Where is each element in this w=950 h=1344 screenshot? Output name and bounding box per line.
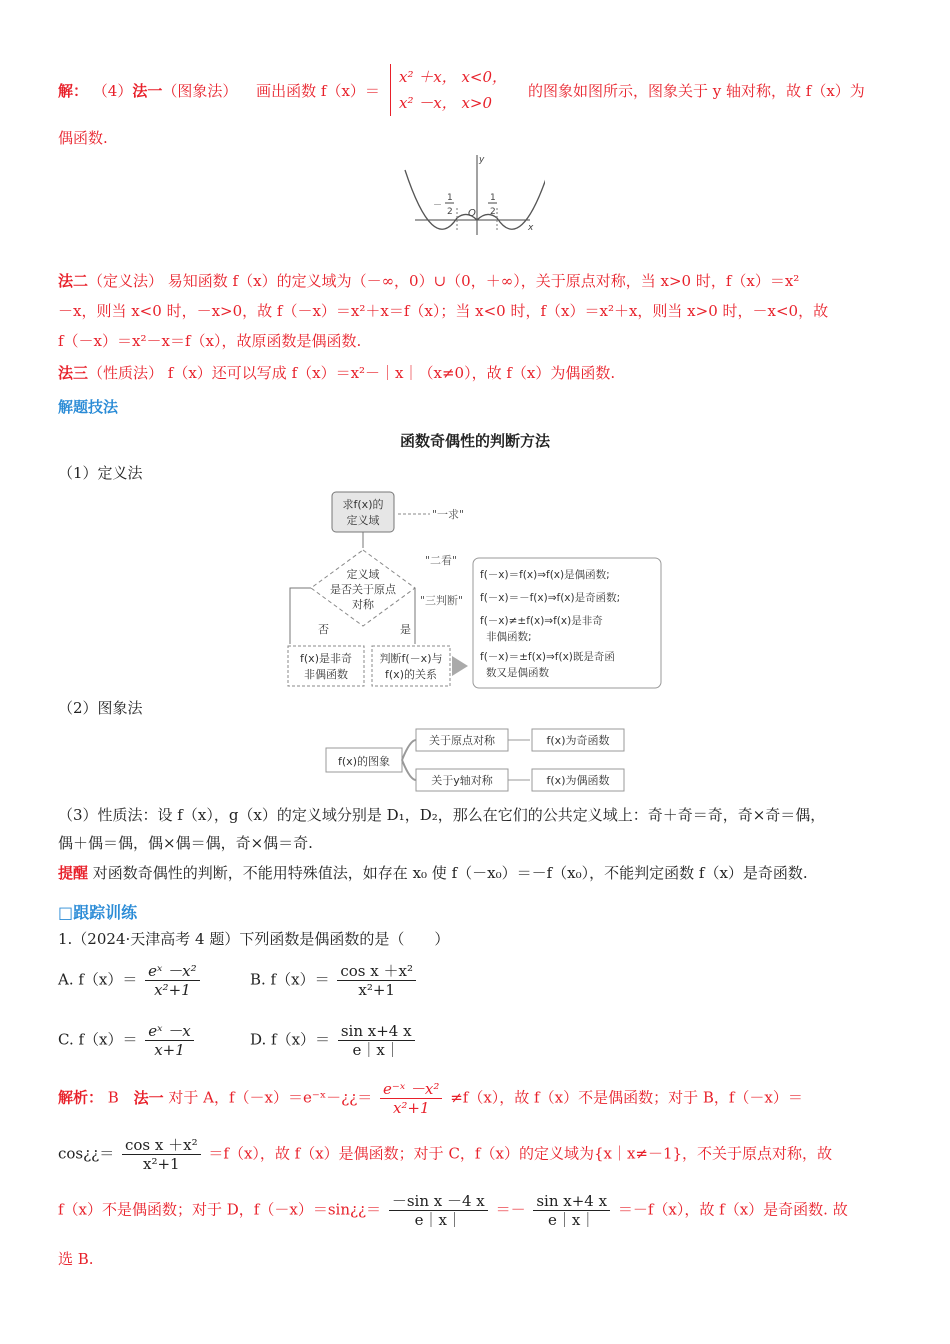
reminder-label: 提醒 (58, 864, 89, 882)
flow-result-line1: f(x)是非奇 (300, 652, 352, 665)
graph-a-label: 关于原点对称 (429, 734, 495, 747)
graph-br-label: f(x)为偶函数 (546, 774, 610, 787)
analysis-l3b: ＝－ (495, 1200, 526, 1219)
option-D (250, 1022, 892, 1062)
section1-label: （1）定义法 (58, 464, 143, 482)
section2-label: （2）图象法 (58, 699, 143, 717)
method3-text: （性质法） f（x）还可以写成 f（x）＝x²－｜x｜（x≠0），故 f（x）为偶函数. (88, 364, 616, 382)
y-label: y (479, 155, 485, 165)
analysis-l3-num: －sin x －4 x (389, 1192, 488, 1211)
flow-box1-line2: 定义域 (346, 514, 380, 527)
analysis-l3c: ＝－f（x），故 f（x）是奇函数. 故 (617, 1200, 848, 1219)
option-C-num: eˣ －x (145, 1022, 193, 1041)
flow-note3: "三判断" (420, 594, 464, 607)
piece-case2: x² －x， x>0 (399, 94, 493, 112)
analysis-l1a: 对于 A，f（－x）＝e⁻ˣ－¿¿＝ (168, 1088, 373, 1107)
tips-title: 解题技法 (58, 398, 119, 416)
analysis-l1-num: e⁻ˣ －x² (380, 1080, 442, 1099)
frac-num-right: 1 (490, 193, 496, 203)
part-number: （4） (92, 82, 133, 100)
analysis-line4: 选 B. (58, 1250, 94, 1268)
reminder-text: 对函数奇偶性的判断，不能用特殊值法，如存在 x₀ 使 f（－x₀）＝－f（x₀），不能判定函数 f（x）是奇函数. (92, 864, 808, 882)
parabola-graph (395, 150, 545, 240)
rule3-line2: 非偶函数; (486, 631, 532, 643)
rule1: f(－x)＝f(x)⇒f(x)是偶函数; (480, 569, 610, 581)
training-title: □跟踪训练 (58, 903, 138, 922)
method2-label: 法二 (58, 272, 89, 290)
graph-brace (402, 740, 416, 780)
option-B-num: cos x ＋x² (337, 962, 416, 981)
analysis-line2 (58, 1136, 892, 1178)
origin-label: O (468, 208, 476, 219)
method2-text1: （定义法） 易知函数 f（x）的定义域为（－∞，0）∪（0，＋∞），关于原点对称，当 x>0 时，f（x）＝x² (88, 272, 800, 290)
neg-sign: － (433, 201, 443, 211)
piecewise-function (390, 64, 519, 116)
option-C-den: x+1 (154, 1041, 185, 1059)
option-D-num: sin x+4 x (338, 1022, 415, 1041)
option-B (250, 962, 892, 1002)
analysis-l3-den: e｜x｜ (414, 1211, 462, 1229)
method3-line (58, 362, 892, 384)
definition-flowchart (280, 488, 670, 693)
analysis-method: 法一 (133, 1088, 164, 1107)
flow-yes-label: 是 (400, 623, 411, 636)
analysis-l2-num: cos x ＋x² (122, 1136, 201, 1155)
analysis-l2a: cos¿¿＝ (58, 1144, 115, 1163)
decision-line2: 是否关于原点 (330, 583, 396, 596)
rule2: f(－x)＝－f(x)⇒f(x)是奇函数; (480, 592, 621, 604)
sol4-text3: 偶函数. (58, 129, 108, 147)
sol4-text1: 画出函数 f（x）＝ (256, 82, 380, 100)
option-A-prefix: A. f（x）＝ (58, 970, 138, 989)
section3-line2: 偶＋偶＝偶，偶×偶＝偶，奇×偶＝奇. (58, 834, 313, 852)
analysis-answer: B (107, 1088, 119, 1107)
graph-ar-label: f(x)为奇函数 (546, 734, 610, 747)
x-label: x (528, 223, 534, 233)
piece-case1: x² ＋x， x<0， (399, 68, 508, 86)
sol-label: 解： (58, 82, 89, 100)
method3-label: 法三 (58, 364, 89, 382)
flow-box1-line1: 求f(x)的 (342, 498, 384, 511)
flow-arrow-right (452, 656, 468, 676)
rule4-line2: 数又是偶函数 (486, 667, 549, 679)
tips-subtitle: 函数奇偶性的判断方法 (399, 432, 550, 450)
analysis-l2b: ＝f（x），故 f（x）是偶函数；对于 C，f（x）的定义域为{x｜x≠－1}，不关于原点对称，故 (208, 1144, 833, 1163)
analysis-l1-den: x²+1 (392, 1099, 430, 1117)
option-D-den: e｜x｜ (352, 1041, 400, 1059)
method2-line1 (58, 270, 892, 292)
analysis-l3a: f（x）不是偶函数；对于 D，f（－x）＝sin¿¿＝ (58, 1200, 382, 1219)
flow-result-line2: 非偶函数 (304, 668, 348, 681)
reminder-line (58, 862, 892, 884)
method2-text2: －x，则当 x<0 时，－x>0，故 f（－x）＝x²＋x＝f（x）；当 x<0 时，f（x）＝x²＋x，则当 x>0 时，－x<0，故 (58, 302, 829, 320)
flow-judge-line1: 判断f(－x)与 (379, 652, 443, 665)
frac-den-left: 2 (447, 207, 453, 217)
flow-no-label: 否 (318, 623, 329, 636)
analysis-label: 解析： (58, 1088, 104, 1107)
decision-line3: 对称 (352, 598, 374, 611)
method1-label: 法一 (132, 82, 163, 100)
sol4-text2: 的图象如图所示，图象关于 y 轴对称，故 f（x）为 (528, 82, 865, 100)
analysis-l3-num2: sin x+4 x (533, 1192, 610, 1211)
analysis-l1b: ≠f（x），故 f（x）不是偶函数；对于 B，f（－x）＝ (450, 1088, 803, 1107)
rule4-line1: f(－x)＝±f(x)⇒f(x)既是奇函 (480, 651, 615, 663)
graph-method-diagram (322, 725, 632, 795)
frac-num-left: 1 (447, 193, 453, 203)
analysis-line1 (58, 1080, 892, 1122)
analysis-l3-den2: e｜x｜ (548, 1211, 596, 1229)
frac-den-right: 2 (490, 207, 496, 217)
flow-note1: "一求" (432, 508, 465, 521)
option-A-den: x²+1 (154, 981, 191, 999)
question-text: 1.（2024·天津高考 4 题）下列函数是偶函数的是（ ） (58, 930, 450, 948)
decision-line1: 定义域 (346, 568, 380, 581)
flow-no-branch (290, 588, 311, 644)
option-C-prefix: C. f（x）＝ (58, 1030, 138, 1049)
option-B-den: x²+1 (358, 981, 395, 999)
analysis-line3 (58, 1192, 892, 1234)
flow-judge-line2: f(x)的关系 (385, 668, 437, 681)
option-D-prefix: D. f（x）＝ (250, 1030, 331, 1049)
method1-note: （图象法） (162, 82, 238, 100)
graph-b-label: 关于y轴对称 (431, 774, 493, 787)
method2-text3: f（－x）＝x²－x＝f（x），故原函数是偶函数. (58, 332, 362, 350)
section3-line1: （3）性质法：设 f（x），g（x）的定义域分别是 D₁，D₂，那么在它们的公共定义域上：奇＋奇＝奇，奇×奇＝偶， (58, 806, 826, 824)
option-A-num: eˣ －x² (145, 962, 199, 981)
graph-root-label: f(x)的图象 (338, 755, 390, 768)
flow-note2: "二看" (425, 554, 458, 567)
option-B-prefix: B. f（x）＝ (250, 970, 330, 989)
rule3-line1: f(－x)≠±f(x)⇒f(x)是非奇 (480, 615, 603, 627)
analysis-l2-den: x²+1 (143, 1155, 180, 1173)
